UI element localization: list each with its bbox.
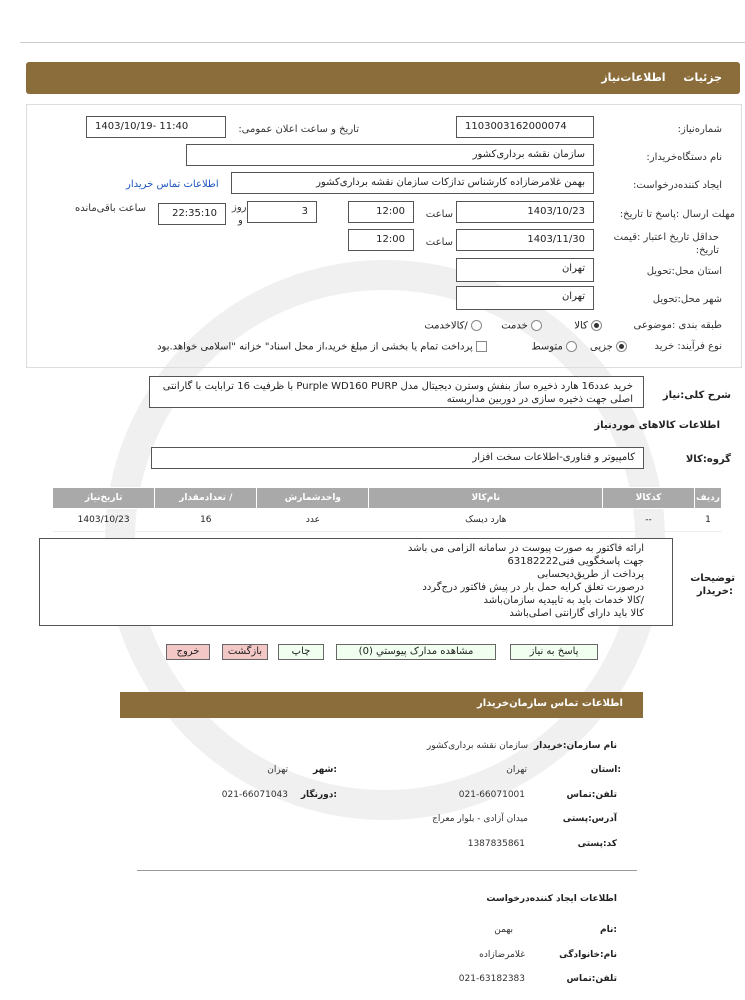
province-field: تهران [456,258,594,282]
checkbox-icon[interactable] [476,341,487,352]
city-label: شهر محل:تحویل [652,294,722,305]
buyer-org-field: سازمان نقشه برداری‌کشور [186,144,594,166]
note-line: جهت پاسخگویی فنی63182222 [507,556,644,567]
items-table-wrapper [52,487,722,532]
buyer-contact-title: اطلاعات تماس سازمان‌خریدار [476,698,623,709]
buyer-contact-link[interactable]: اطلاعات تماس خریدار [126,179,219,190]
exit-button[interactable]: خروج [166,644,210,660]
creator-family-value: غلامرضازاده [479,950,525,960]
validity-time-label: ساعت [425,237,453,248]
remaining-time-field: 22:35:10 [158,203,226,225]
validity-label: حداقل تاریخ اعتبار :قیمت [613,232,719,243]
process-option-medium[interactable]: متوسط [531,341,577,353]
summary-box [149,376,644,408]
summary-text-1b: با ظرفیت 16 ترابایت با گارانتی [162,381,294,392]
notes-label: توضیحات [690,573,735,584]
deadline-time-label: ساعت [425,209,453,220]
category-option-service[interactable]: خدمت [501,320,542,332]
top-divider [20,42,745,43]
creator-name-value: بهمن [494,925,513,935]
need-number-label: شماره‌نیاز: [677,124,722,135]
province-contact-value: تهران [506,765,527,775]
validity-date-field: 1403/11/30 [456,229,594,251]
page-header [26,62,740,94]
summary-text-2: اصلی جهت ذخیره سازی در دوربین مداربسته [446,394,633,405]
creator-phone-value: 021-63182383 [458,974,525,984]
col-row: ردیف [695,488,722,509]
cell-row: 1 [695,509,722,532]
radio-icon[interactable] [471,320,482,331]
col-name: نام‌کالا [369,488,603,509]
items-table [52,487,722,532]
days-label: روز [232,202,247,213]
note-line: پرداخت از طریق‌دیحسابی [537,569,644,580]
process-option-minor[interactable]: جزیی [590,341,627,353]
and-label: و [238,215,243,226]
col-qty: / تعدادمقدار [155,488,257,509]
note-line: ارائه فاکتور به صورت پیوست در سامانه الزامی می باشد [407,543,644,554]
cell-code: -- [603,509,695,532]
tab-need-info[interactable]: اطلاعات‌نیاز [601,71,666,84]
summary-model: Purple WD160 [296,381,368,392]
note-line: /کالا خدمات باید به تاییدیه سازمان‌باشد [483,595,644,606]
attachments-button[interactable]: مشاهده مدارک پیوستي (0) [336,644,496,660]
category-label: طبقه بندی :موضوعی [633,320,722,331]
city-contact-label: :شهر [313,765,337,775]
summary-label: شرح کلی:نیاز [662,390,731,401]
radio-icon[interactable] [566,341,577,352]
summary-model-suffix: PURP [371,381,398,392]
col-code: کدکالا [603,488,695,509]
deadline-label: مهلت ارسال :پاسخ تا تاریخ: [619,209,735,220]
note-line: درصورت تعلق کرایه حمل بار در پیش فاکتور درج‌گردد [422,582,644,593]
note-line: کالا باید دارای گارانتی اصلی‌باشد [509,608,644,619]
deadline-date-field: 1403/10/23 [456,201,594,223]
announce-label: تاریخ و ساعت اعلان عمومی: [238,124,359,135]
cell-qty: 16 [155,509,257,532]
address-label: آدرس:پستی [562,814,617,824]
table-row [53,509,722,532]
process-label: نوع فرآیند: خرید [654,341,722,352]
tab-details[interactable]: جزئیات [683,71,722,84]
goods-info-label: اطلاعات کالاهای موردنیاز [594,420,720,431]
fax-label: :دورنگار [300,790,337,800]
province-label: استان محل:تحویل [646,266,722,277]
group-field: کامپیوتر و فناوری-اطلاعات سخت افزار [151,447,644,469]
table-header-row [53,488,722,509]
postal-value: 1387835861 [467,839,525,849]
summary-text-1: خرید عدد16 هارد ذخیره ساز بنفش وسترن دیجیتال مدل [400,381,633,392]
creator-family-label: نام:خانوادگی [559,950,617,960]
category-option-goods-service[interactable]: /کالاخدمت [424,320,482,332]
city-field: تهران [456,286,594,310]
col-unit: واحدشمارش [257,488,369,509]
remaining-label: ساعت باقی‌مانده [75,203,147,214]
fax-value: 021-66071043 [221,790,288,800]
days-field: 3 [247,201,317,223]
back-button[interactable]: بازگشت [222,644,268,660]
postal-label: کد:پستی [577,839,617,849]
notes-label-2: :خریدار [696,586,733,597]
reply-button[interactable]: پاسخ به نیاز [510,644,598,660]
cell-unit: عدد [257,509,369,532]
phone-contact-label: تلفن:تماس [566,790,617,800]
print-button[interactable]: چاپ [278,644,324,660]
cell-date: 1403/10/23 [53,509,155,532]
announce-field: 1403/10/19- 11:40 [86,116,226,138]
creator-name-label: :نام [600,925,617,935]
col-date: تاریخ‌نیاز [53,488,155,509]
buyer-contact-header [120,692,643,718]
creator-label: ایجاد کننده‌درخواست: [633,180,722,191]
org-label: نام سازمان:خریدار [533,741,617,751]
radio-icon[interactable] [531,320,542,331]
cell-name: هارد دیسک [369,509,603,532]
city-contact-value: تهران [267,765,288,775]
notes-box [39,538,673,626]
deadline-time-field: 12:00 [348,201,414,223]
group-label: گروه:کالا [685,454,731,465]
radio-selected-icon[interactable] [616,341,627,352]
creator-field: بهمن غلامرضازاده کارشناس تدازکات سازمان نقشه برداری‌کشور [231,172,594,194]
section-divider [137,870,637,871]
validity-time-field: 12:00 [348,229,414,251]
need-number-field: 1103003162000074 [456,116,594,138]
org-value: سازمان نقشه برداری‌کشور [426,741,528,751]
phone-contact-value: 021-66071001 [458,790,525,800]
category-option-goods[interactable]: کالا [574,320,602,332]
creator-info-title: اطلاعات ایجاد کننده‌درخواست [486,894,617,904]
validity-label-2: تاریخ: [695,245,719,256]
creator-phone-label: تلفن:تماس [566,974,617,984]
address-value: میدان آزادی - بلوار معراج [432,814,528,824]
treasury-payment-option[interactable]: پرداخت تمام یا بخشی از مبلغ خرید،از محل اسناد" خزانه "اسلامی خواهد.بود [157,341,487,353]
buyer-org-label: نام دستگاه‌خریدار: [646,152,722,163]
radio-selected-icon[interactable] [591,320,602,331]
province-contact-label: :استان [590,765,621,775]
